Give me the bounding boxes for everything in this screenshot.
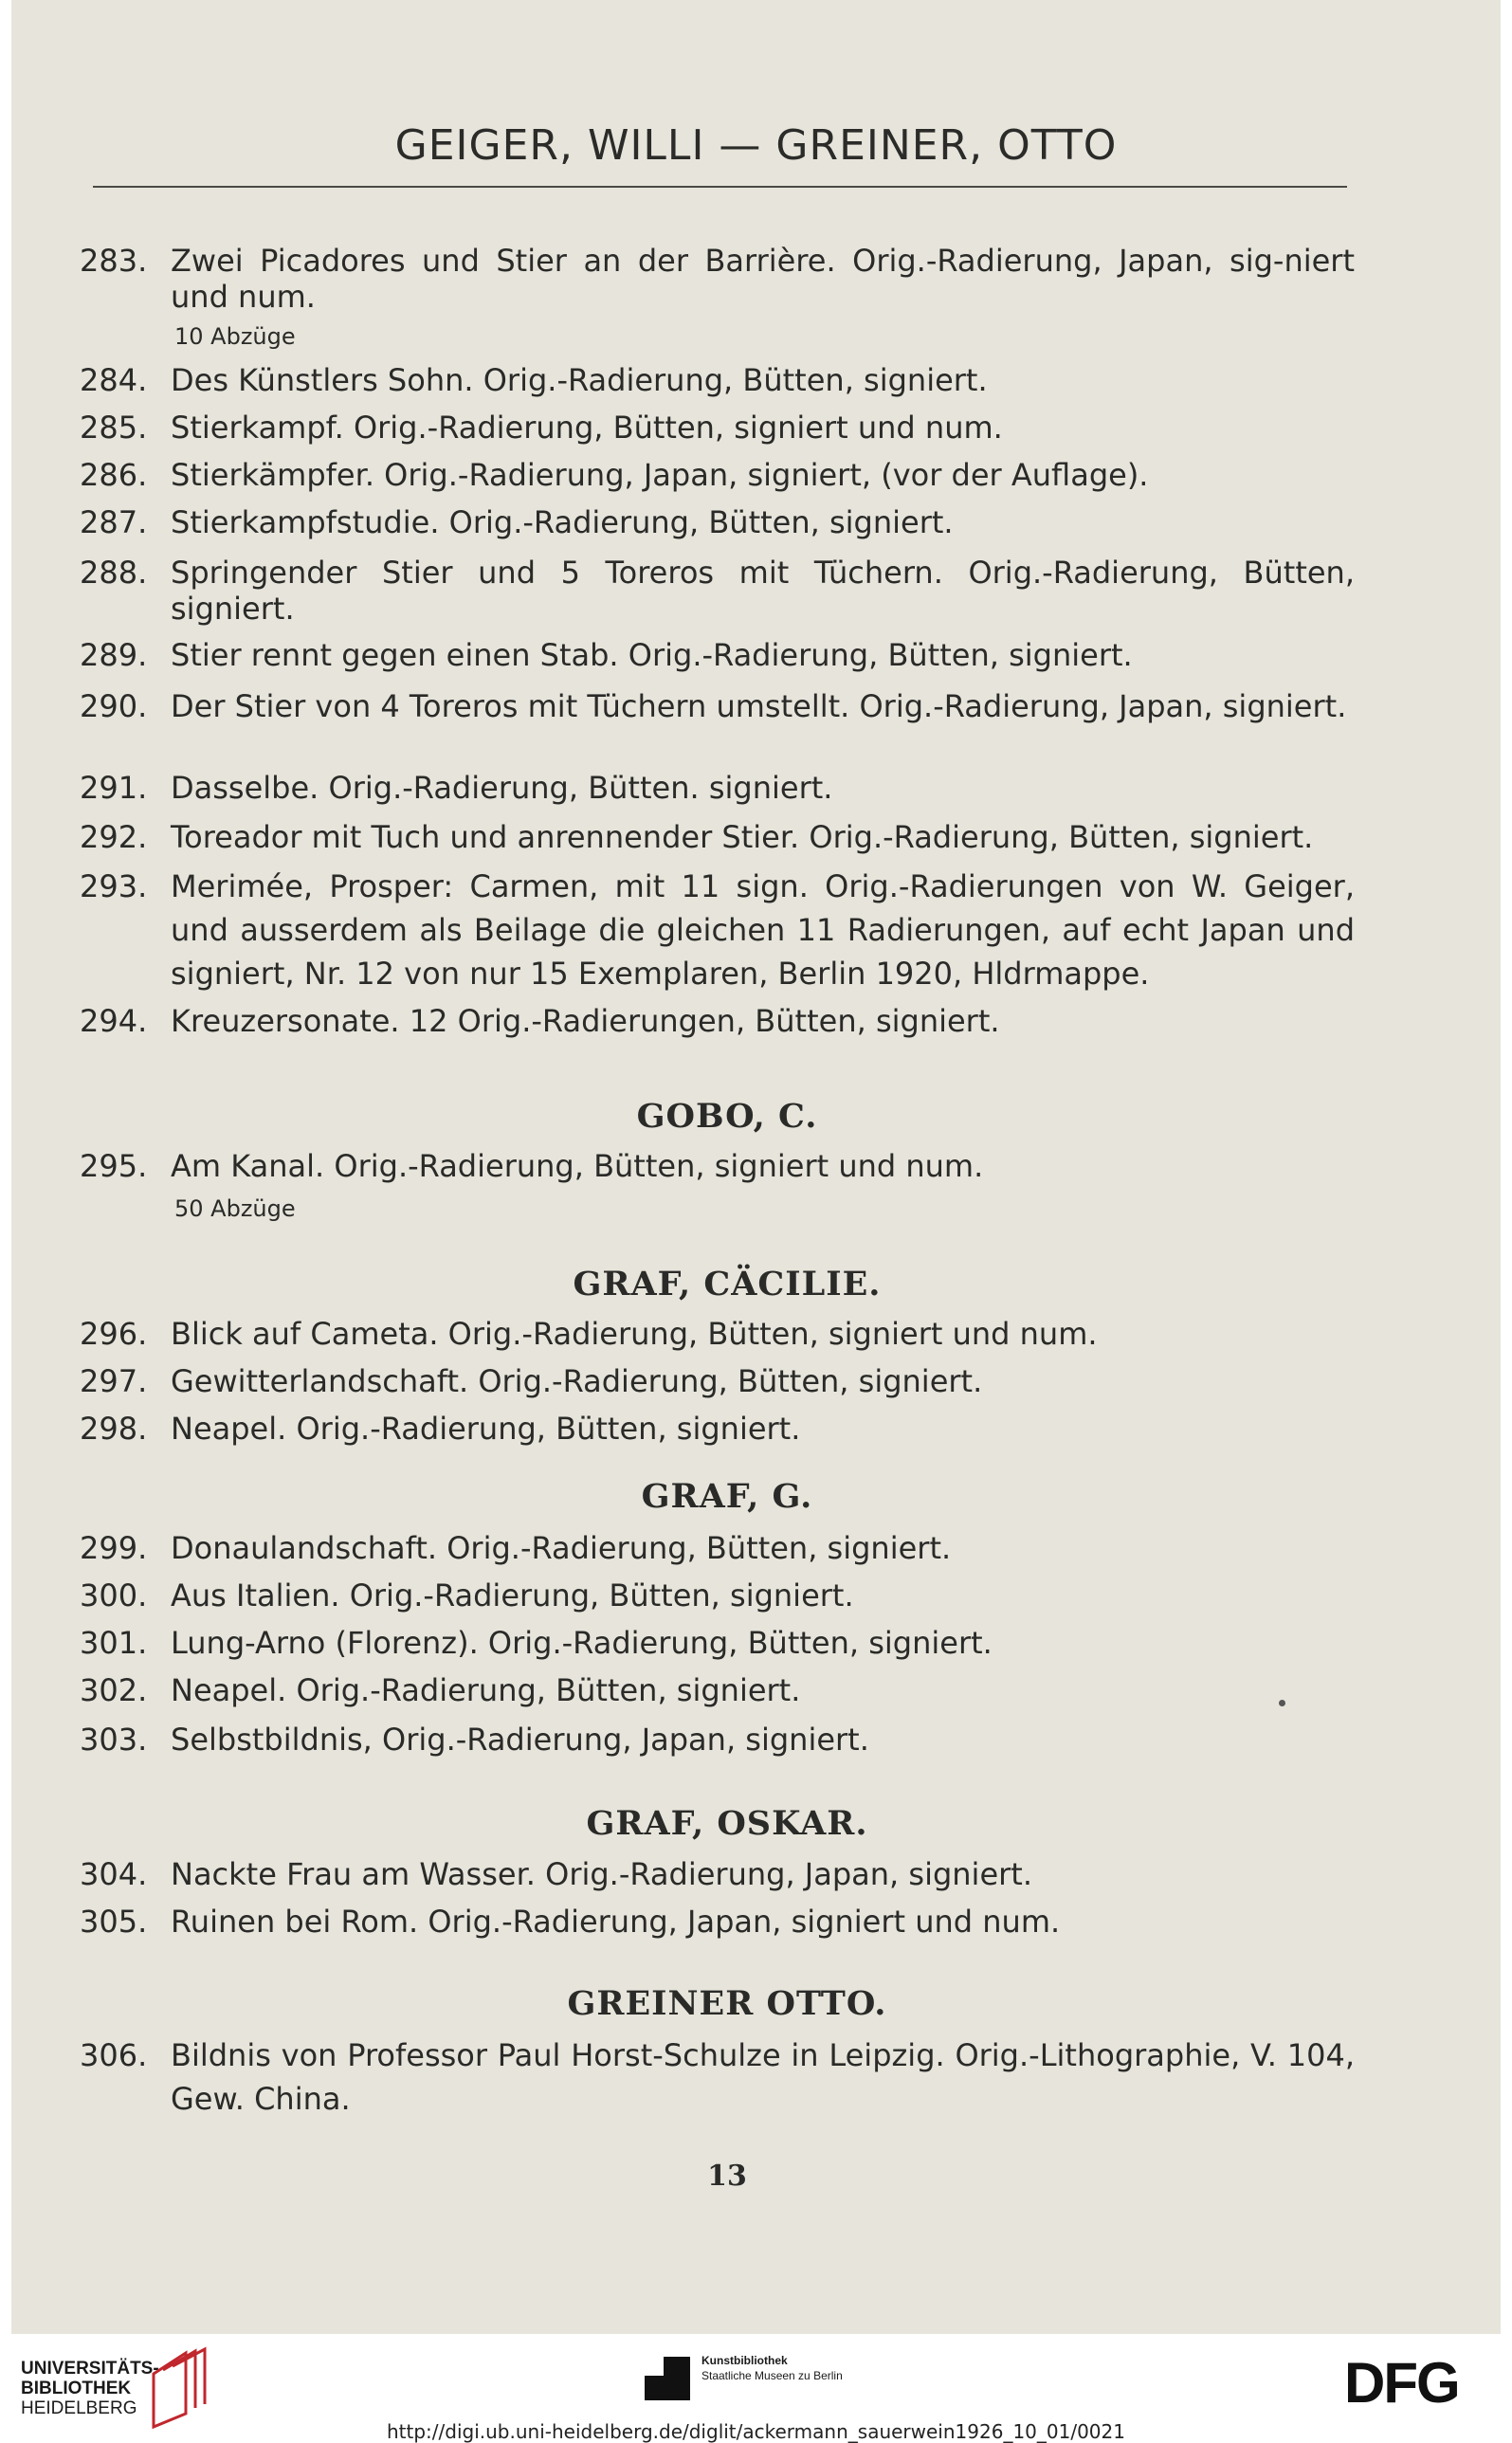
page-header: GEIGER, WILLI — GREINER, OTTO: [394, 121, 1118, 170]
catalog-entry-295: [80, 1144, 1355, 1188]
catalog-entry-302: [80, 1668, 1355, 1712]
entry-text: Gewitterlandschaft. Orig.-Radierung, Bütten, signiert.: [171, 1363, 983, 1399]
catalog-entry-299: [80, 1526, 1355, 1570]
catalog-entry-301: [80, 1621, 1355, 1665]
entry-number: 293.: [80, 868, 148, 904]
catalog-page: [11, 0, 1501, 2334]
entry-text: Dasselbe. Orig.-Radierung, Bütten. signiert.: [171, 770, 833, 806]
entry-number: 295.: [80, 1148, 148, 1184]
entry-number: 306.: [80, 2037, 148, 2073]
entry-text: Nackte Frau am Wasser. Orig.-Radierung, Japan, signiert.: [171, 1856, 1032, 1892]
print-speck: [1279, 1700, 1285, 1706]
entry-text: Bildnis von Professor Paul Horst-Schulze in Leipzig. Orig.-Lithographie, V. 104, Gew. China.: [171, 2037, 1355, 2117]
source-url[interactable]: http://digi.ub.uni-heidelberg.de/diglit/ackermann_sauerwein1926_10_01/0021: [387, 2420, 1125, 2443]
catalog-entry-290: [80, 688, 1355, 724]
entry-number: 292.: [80, 819, 148, 855]
entry-text: Der Stier von 4 Toreros mit Tüchern umstellt. Orig.-Radierung, Japan, signiert.: [171, 688, 1347, 724]
entry-note: 10 Abzüge: [174, 323, 296, 350]
entry-text: Zwei Picadores und Stier an der Barrière. Orig.-Radierung, Japan, sig-niert und num.: [171, 243, 1355, 315]
catalog-entry-305: [80, 1900, 1355, 1943]
entry-number: 303.: [80, 1722, 148, 1758]
entry-text: Stierkämpfer. Orig.-Radierung, Japan, signiert, (vor der Auflage).: [171, 457, 1149, 493]
catalog-entry-286: [80, 453, 1355, 497]
catalog-entry-298: [80, 1407, 1355, 1450]
artist-heading-graf-g: GRAF, G.: [641, 1477, 813, 1516]
entry-number: 298.: [80, 1411, 148, 1447]
catalog-entry-294: [80, 999, 1355, 1043]
ub-line-3: HEIDELBERG: [21, 2398, 137, 2418]
entry-text: Neapel. Orig.-Radierung, Bütten, signiert.: [171, 1672, 801, 1708]
dfg-logo: DFG: [1344, 2351, 1459, 2415]
kb-line-2: Staatliche Museen zu Berlin: [701, 2369, 843, 2382]
catalog-entry-300: [80, 1574, 1355, 1617]
catalog-entry-284: [80, 358, 1355, 402]
ub-heidelberg-label: [21, 2359, 159, 2418]
entry-number: 291.: [80, 770, 148, 806]
catalog-entry-289: [80, 633, 1355, 677]
artist-heading-greiner: GREINER OTTO.: [567, 1984, 887, 2023]
catalog-entry-292: [80, 815, 1355, 859]
ub-line-2: BIBLIOTHEK: [21, 2379, 132, 2398]
entry-text: Stierkampfstudie. Orig.-Radierung, Bütten, signiert.: [171, 504, 954, 540]
catalog-entry-306: [80, 2033, 1355, 2121]
entry-text: Donaulandschaft. Orig.-Radierung, Bütten, signiert.: [171, 1530, 952, 1566]
entry-number: 290.: [80, 688, 148, 724]
entry-number: 284.: [80, 362, 148, 398]
kb-line-1: Kunstbibliothek: [701, 2354, 788, 2367]
entry-text: Am Kanal. Orig.-Radierung, Bütten, signiert und num.: [171, 1148, 984, 1184]
entry-text: Blick auf Cameta. Orig.-Radierung, Bütten, signiert und num.: [171, 1316, 1098, 1352]
entry-text: Lung-Arno (Florenz). Orig.-Radierung, Bütten, signiert.: [171, 1625, 993, 1661]
entry-text: Neapel. Orig.-Radierung, Bütten, signiert.: [171, 1411, 801, 1447]
catalog-entry-283: [80, 243, 1355, 315]
kunstbibliothek-logo-icon: [645, 2357, 690, 2400]
entry-number: 285.: [80, 410, 148, 446]
entry-number: 300.: [80, 1577, 148, 1613]
catalog-entry-304: [80, 1852, 1355, 1896]
page-number: 13: [707, 2160, 747, 2193]
entry-text: Merimée, Prosper: Carmen, mit 11 sign. Orig.-Radierungen von W. Geiger, und ausserdem als Beilage die gleichen 11 Radierungen, auf echt Japan und signiert, Nr. 12 von nur 15 Exemplaren, Berlin 1920, Hldrmappe.: [171, 868, 1355, 992]
entry-number: 301.: [80, 1625, 148, 1661]
entry-text: Selbstbildnis, Orig.-Radierung, Japan, signiert.: [171, 1722, 869, 1758]
entry-text: Kreuzersonate. 12 Orig.-Radierungen, Bütten, signiert.: [171, 1003, 1000, 1039]
ub-heidelberg-logo-icon: [148, 2345, 214, 2431]
entry-note: 50 Abzüge: [174, 1195, 296, 1222]
entry-number: 287.: [80, 504, 148, 540]
entry-number: 296.: [80, 1316, 148, 1352]
entry-number: 305.: [80, 1904, 148, 1940]
entry-number: 297.: [80, 1363, 148, 1399]
kunstbibliothek-label: [701, 2353, 843, 2383]
entry-number: 289.: [80, 637, 148, 673]
entry-text: Stier rennt gegen einen Stab. Orig.-Radierung, Bütten, signiert.: [171, 637, 1133, 673]
entry-text: Des Künstlers Sohn. Orig.-Radierung, Bütten, signiert.: [171, 362, 988, 398]
catalog-entry-303: [80, 1718, 1355, 1761]
entry-number: 294.: [80, 1003, 148, 1039]
catalog-entry-297: [80, 1359, 1355, 1403]
catalog-entry-291: [80, 766, 1355, 810]
artist-heading-graf-caecilie: GRAF, CÄCILIE.: [573, 1265, 882, 1304]
catalog-entry-293: [80, 865, 1355, 995]
ub-line-1: UNIVERSITÄTS-: [21, 2359, 159, 2379]
entry-number: 288.: [80, 555, 148, 591]
entry-number: 302.: [80, 1672, 148, 1708]
entry-number: 286.: [80, 457, 148, 493]
entry-text: Toreador mit Tuch und anrennender Stier. Orig.-Radierung, Bütten, signiert.: [171, 819, 1314, 855]
catalog-entry-296: [80, 1312, 1355, 1356]
header-rule: [93, 186, 1347, 188]
entry-text: Aus Italien. Orig.-Radierung, Bütten, signiert.: [171, 1577, 854, 1613]
entry-number: 283.: [80, 243, 148, 279]
entry-number: 299.: [80, 1530, 148, 1566]
catalog-entry-288: [80, 555, 1355, 627]
entry-text: Stierkampf. Orig.-Radierung, Bütten, signiert und num.: [171, 410, 1003, 446]
catalog-entry-287: [80, 501, 1355, 544]
artist-heading-gobo: GOBO, C.: [636, 1097, 818, 1136]
footer-bar: [0, 2334, 1512, 2443]
artist-heading-graf-oskar: GRAF, OSKAR.: [586, 1804, 868, 1843]
entry-text: Ruinen bei Rom. Orig.-Radierung, Japan, signiert und num.: [171, 1904, 1061, 1940]
catalog-entry-285: [80, 406, 1355, 449]
entry-text: Springender Stier und 5 Toreros mit Tüchern. Orig.-Radierung, Bütten, signiert.: [171, 555, 1355, 627]
entry-number: 304.: [80, 1856, 148, 1892]
